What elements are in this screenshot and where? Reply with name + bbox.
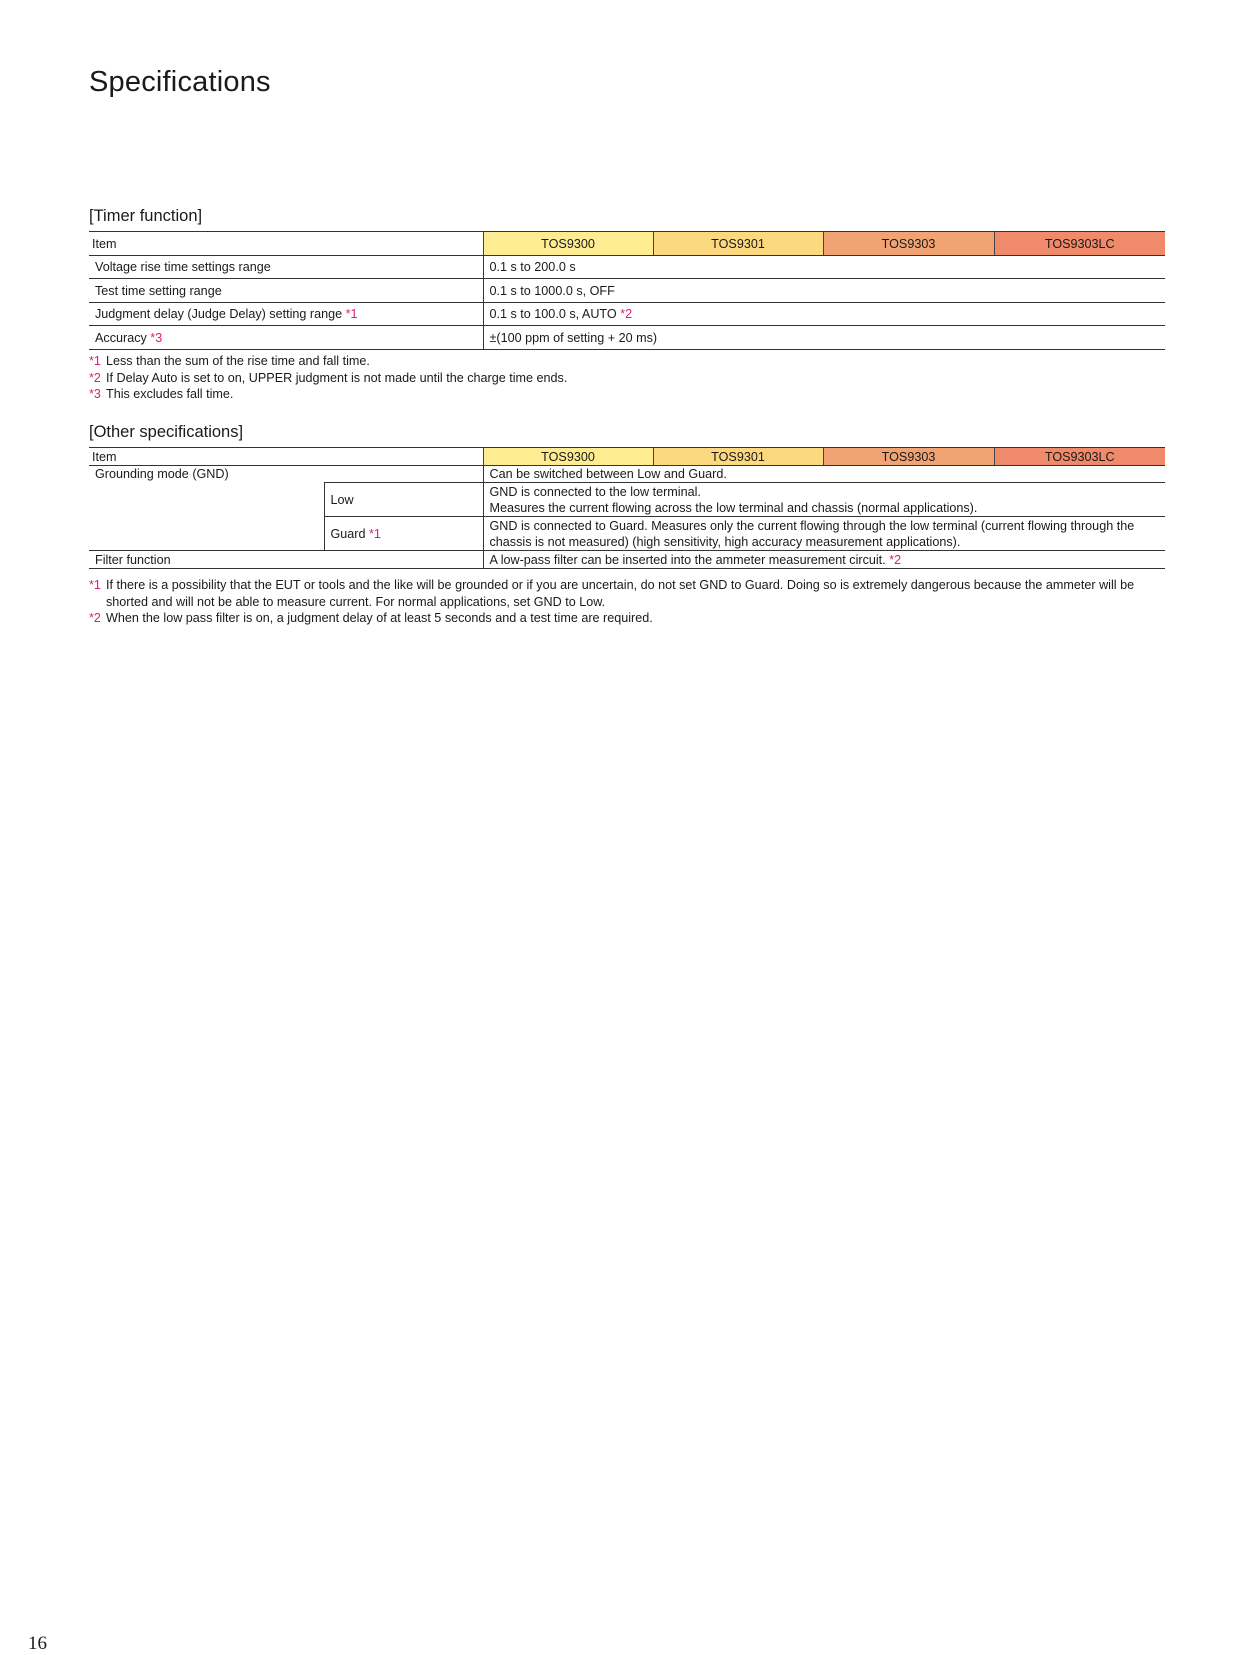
- footnote-mark: *1: [345, 307, 358, 321]
- row-value: 0.1 s to 200.0 s: [483, 256, 1165, 279]
- row-label: Accuracy *3: [89, 326, 483, 350]
- table-row: [89, 326, 1165, 350]
- item-header: Item: [89, 232, 483, 256]
- footnote: *2 If Delay Auto is set to on, UPPER judgment is not made until the charge time ends.: [89, 370, 568, 385]
- item-header: Item: [89, 448, 483, 466]
- row-value: 0.1 s to 1000.0 s, OFF: [483, 279, 1165, 303]
- row-label: Judgment delay (Judge Delay) setting range *1: [89, 303, 483, 326]
- other-spec-table: [89, 447, 1165, 569]
- table-row: [89, 303, 1165, 326]
- table-row: [89, 279, 1165, 303]
- table-row: [89, 551, 1165, 569]
- row-value: 0.1 s to 100.0 s, AUTO *2: [483, 303, 1165, 326]
- timer-section-heading: [Timer function]: [89, 207, 203, 225]
- row-label: Test time setting range: [89, 279, 483, 303]
- page-title: Specifications: [89, 66, 271, 98]
- model-tos9303: TOS9303: [823, 448, 994, 466]
- other-section-heading: [Other specifications]: [89, 423, 244, 441]
- other-header-row: [89, 448, 1165, 466]
- timer-footnotes: [89, 353, 1169, 403]
- row-value: GND is connected to Guard. Measures only the current flowing through the low terminal (current flowing through the chassis is not measured) (high sensitivity, high accuracy measurement applications).: [483, 517, 1165, 551]
- model-tos9303: TOS9303: [823, 232, 994, 256]
- row-label: Filter function: [89, 551, 483, 569]
- row-label: Voltage rise time settings range: [89, 256, 483, 279]
- table-row: [89, 256, 1165, 279]
- footnote-mark: *1: [369, 526, 381, 541]
- footnote: *1 Less than the sum of the rise time and fall time.: [89, 354, 370, 368]
- row-value: Can be switched between Low and Guard.: [483, 466, 1165, 483]
- model-tos9301: TOS9301: [653, 232, 823, 256]
- footnote: *1 If there is a possibility that the EUT or tools and the like will be grounded or if you are uncertain, do not set GND to Guard. Doing so is extremely dangerous because the ammeter will be shorted and will not be able to measure current. For normal applications, set GND to Low.: [89, 578, 1135, 609]
- other-footnotes: [89, 577, 1169, 627]
- row-value: GND is connected to the low terminal. Measures the current flowing across the low terminal and chassis (normal applications).: [483, 483, 1165, 517]
- sub-label-low: Low: [324, 483, 483, 517]
- footnote: *2 When the low pass filter is on, a judgment delay of at least 5 seconds and a test time are required.: [89, 611, 653, 625]
- footnote-mark: *2: [889, 552, 902, 567]
- footnote-mark: *2: [620, 307, 633, 321]
- model-tos9303lc: TOS9303LC: [994, 448, 1165, 466]
- model-tos9301: TOS9301: [653, 448, 823, 466]
- sub-label-guard: Guard *1: [324, 517, 483, 551]
- row-value: A low-pass filter can be inserted into the ammeter measurement circuit. *2: [483, 551, 1165, 569]
- model-tos9300: TOS9300: [483, 232, 653, 256]
- page-number: 16: [28, 1633, 47, 1654]
- footnote: *3 This excludes fall time.: [89, 387, 234, 401]
- row-value: ±(100 ppm of setting + 20 ms): [483, 326, 1165, 350]
- model-tos9300: TOS9300: [483, 448, 653, 466]
- model-tos9303lc: TOS9303LC: [994, 232, 1165, 256]
- timer-spec-table: [89, 231, 1165, 350]
- footnote-mark: *3: [150, 330, 163, 345]
- timer-header-row: [89, 232, 1165, 256]
- table-row: [89, 466, 1165, 483]
- row-label: Grounding mode (GND): [89, 466, 324, 551]
